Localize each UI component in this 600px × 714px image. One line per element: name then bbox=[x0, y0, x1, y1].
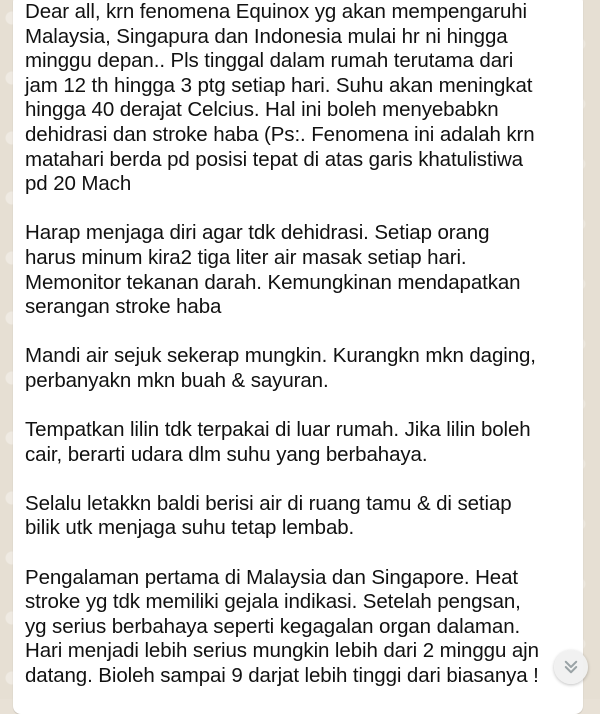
message-text bbox=[25, 0, 570, 689]
message-paragraph-1: Dear all, krn fenomena Equinox yg akan mempengaruhi Malaysia, Singapura dan Indonesia mulai hr ni hingga minggu depan.. Pls tinggal dalam rumah terutama dari jam 12 th hingga 3 ptg setiap hari. Suhu akan meningkat hingga 40 derajat Celcius. Hal ini boleh menyebabkn dehidrasi dan stroke haba (Ps:. Fenomena ini adalah krn matahari berda pd posisi tepat di atas garis khatulistiwa pd 20 Mach bbox=[25, 0, 535, 196]
scroll-to-bottom-button[interactable] bbox=[554, 650, 588, 684]
message-paragraph-4: Tempatkan lilin tdk terpakai di luar rumah. Jika lilin boleh cair, berarti udara dlm suhu yang berbahaya. bbox=[25, 418, 531, 466]
chevron-double-down-icon bbox=[562, 658, 580, 676]
message-paragraph-3: Mandi air sejuk sekerap mungkin. Kurangkn mkn daging, perbanyakn mkn buah & sayuran. bbox=[25, 344, 536, 392]
message-paragraph-6: Pengalaman pertama di Malaysia dan Singapore. Heat stroke yg tdk memiliki gejala indikasi. Setelah pengsan, yg serius berbahaya seperti kegagalan organ dalaman. Hari menjadi lebih serius mungkin lebih dari 2 minggu ajn datang. Bioleh sampai 9 darjat lebih tinggi dari biasanya ! bbox=[25, 565, 539, 688]
message-paragraph-2: Harap menjaga diri agar tdk dehidrasi. Setiap orang harus minum kira2 tiga liter air masak setiap hari. Memonitor tekanan darah. Kemungkinan mendapatkan serangan stroke haba bbox=[25, 221, 521, 319]
message-paragraph-5: Selalu letakkn baldi berisi air di ruang tamu & di setiap bilik utk menjaga suhu tetap lembab. bbox=[25, 491, 512, 540]
